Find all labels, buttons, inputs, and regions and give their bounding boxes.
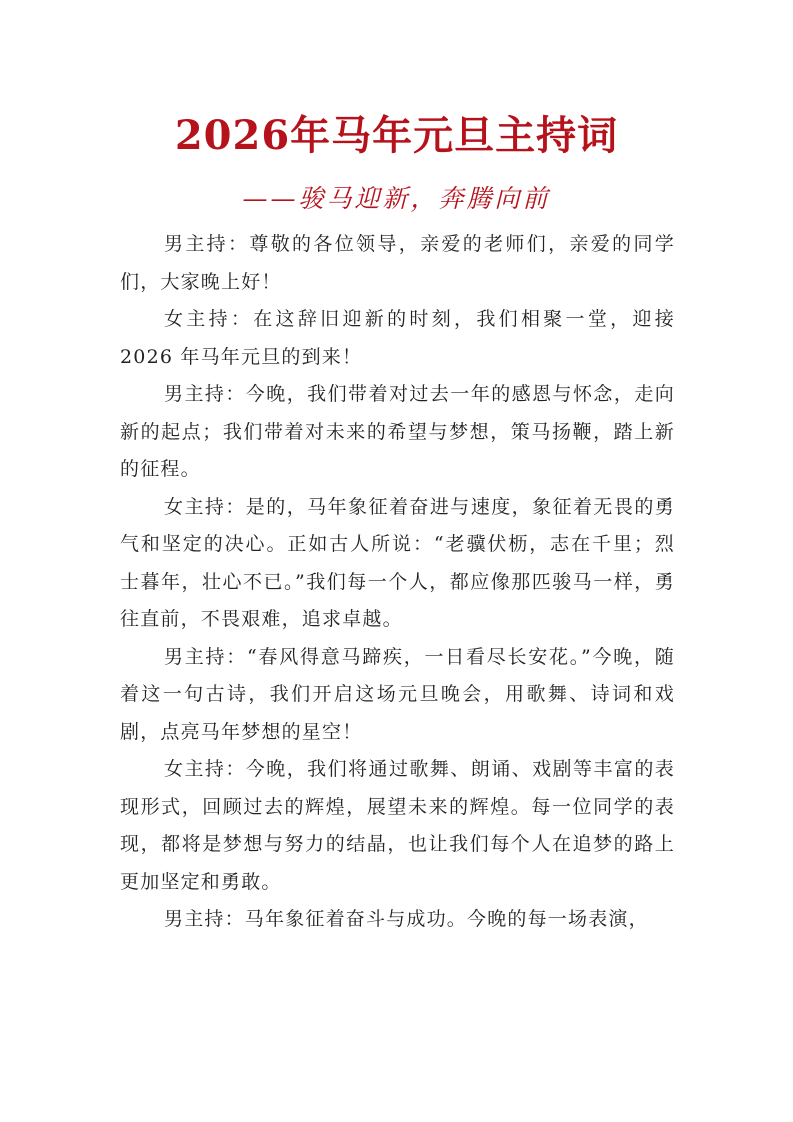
paragraph-6: 女主持：今晚，我们将通过歌舞、朗诵、戏剧等丰富的表现形式，回顾过去的辉煌，展望未来的辉煌。每一位同学的表现，都将是梦想与努力的结晶，也让我们每个人在追梦的路上更加坚定和勇敢。 [120, 758, 675, 893]
paragraph-5: 男主持：“春风得意马蹄疾，一日看尽长安花。”今晚，随着这一句古诗，我们开启这场元旦晚会，用歌舞、诗词和戏剧，点亮马年梦想的星空！ [120, 645, 675, 743]
paragraph-7: 男主持：马年象征着奋斗与成功。今晚的每一场表演， [164, 908, 649, 930]
paragraph-3: 男主持：今晚，我们带着对过去一年的感恩与怀念，走向新的起点；我们带着对未来的希望与梦想，策马扬鞭，踏上新的征程。 [120, 383, 675, 480]
paragraph-4: 女主持：是的，马年象征着奋进与速度，象征着无畏的勇气和坚定的决心。正如古人所说：“老骥伏枥，志在千里；烈士暮年，壮心不已。”我们每一个人，都应像那匹骏马一样，勇往直前，不畏艰难，追求卓越。 [120, 495, 675, 630]
document-body [120, 226, 675, 939]
document-title: 2026年马年元旦主持词 [174, 112, 619, 159]
paragraph-2: 女主持：在这辞旧迎新的时刻，我们相聚一堂，迎接 2026 年马年元旦的到来！ [120, 308, 675, 368]
document-subtitle: ——骏马迎新，奔腾向前 [242, 184, 551, 213]
paragraph-1: 男主持：尊敬的各位领导，亲爱的老师们，亲爱的同学们，大家晚上好！ [120, 233, 675, 293]
